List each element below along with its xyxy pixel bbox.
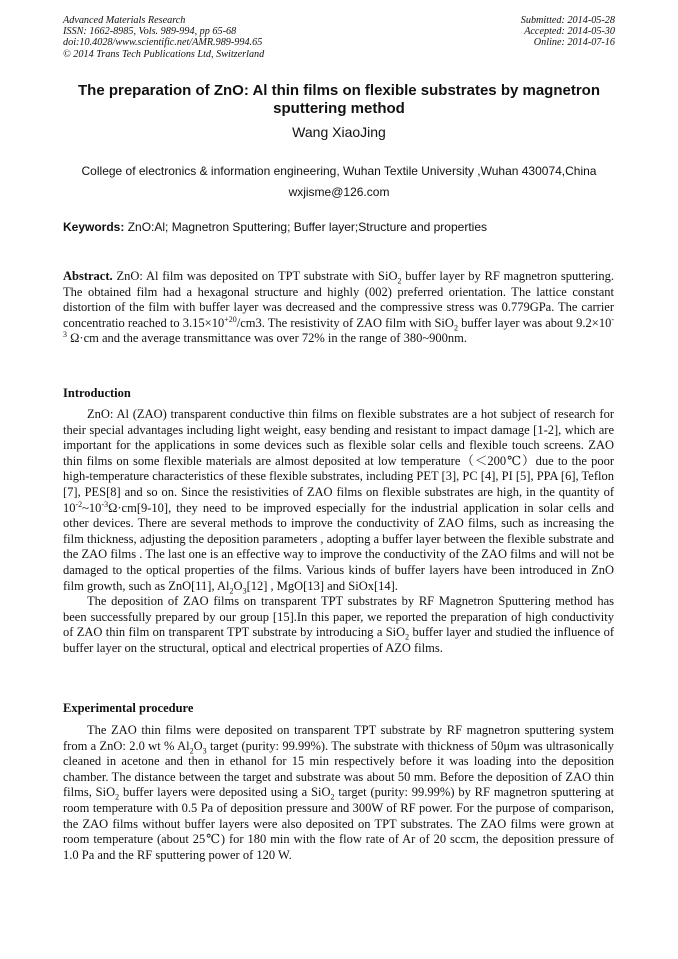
keywords-label: Keywords: [63, 220, 125, 234]
experimental-heading: Experimental procedure [63, 701, 194, 715]
introduction-paragraph [63, 594, 614, 656]
introduction-body [63, 407, 614, 657]
paragraph-text: O [233, 578, 243, 593]
abstract-text: buffer layer was about 9.2×10 [457, 315, 612, 330]
subscript: 2 [405, 632, 410, 642]
paragraph-text: ZnO: Al (ZAO) transparent conductive thin films on flexible substrates are a hot subject of research for their special advantages including light weight, easy bending and resistant to impact damage [1-2], which are important for the applications in some devices such as flexible solar cells and flexible touch screens. ZAO thin films on some flexible materials are almost deposited at low temperature（＜200℃）due to the poor high-temperature characteristics of these flexible substrates, including PET [3], PC [4], PI [5], PPA [6], Teflon [7], PES[8] and so on. Since the resistivities of ZAO films on flexible substrates are high, in the quantity of 10 [63, 407, 614, 515]
subscript: 2 [330, 792, 335, 802]
accepted-date: Accepted: 2014-05-30 [524, 26, 615, 38]
paragraph-text: buffer layers were deposited using a SiO [119, 785, 331, 800]
doi: doi:10.4028/www.scientific.net/AMR.989-994.65 [63, 37, 263, 49]
publication-dates [521, 15, 615, 49]
subscript: 2 [453, 323, 458, 333]
superscript: -3 [63, 314, 614, 340]
abstract-text: Ω·cm and the average transmittance was over 72% in the range of 380~900nm. [67, 331, 467, 346]
experimental-paragraph [63, 723, 614, 863]
superscript: -2 [75, 499, 83, 509]
subscript: 2 [229, 586, 234, 596]
abstract-text: buffer layer by RF magnetron sputtering. The obtained film had a hexagonal structure and highly (002) preferred orientation. The lattice constant distortion of the film with buffer layer was decreased and the compressive stress was 0.779GPa. The carrier concentratio reached to 3.15×10 [63, 269, 614, 330]
keywords [63, 220, 623, 234]
subscript: 3 [242, 586, 247, 596]
copyright: © 2014 Trans Tech Publications Ltd, Switzerland [63, 48, 265, 60]
abstract-label: Abstract. [63, 269, 113, 283]
author-email: wxjisme@126.com [288, 185, 390, 199]
paragraph-text: [12] , MgO[13] and SiOx[14]. [246, 578, 398, 593]
journal-name: Advanced Materials Research [63, 15, 186, 26]
online-date: Online: 2014-07-16 [533, 37, 615, 49]
subscript: 2 [397, 276, 402, 286]
author-name: Wang XiaoJing [292, 124, 386, 140]
introduction-paragraph [63, 407, 614, 594]
introduction-heading: Introduction [63, 386, 131, 400]
paragraph-text: The deposition of ZAO films on transparent TPT substrates by RF Magnetron Sputtering method has been successfully prepared by our group [15].In this paper, we reported the preparation of high conductivity of ZAO thin film on transparent TPT substrate by introducing a SiO [63, 594, 614, 640]
paragraph-text: Ω·cm[9-10], they need to be improved especially for the industrial application in solar cells and other devices. There are several methods to improve the conductivity of ZAO films, such as increasing the film thickness, adjusting the deposition parameters , adopting a buffer layer between the flexible substrate and the ZAO films . The last one is an effective way to improve the conductivity of the ZAO films and will not be damaged to the optical properties of the films. Various kinds of buffer layers have been introduced in ZnO film growth, such as ZnO[11], Al [63, 500, 614, 593]
superscript: +20 [224, 314, 237, 324]
abstract [63, 269, 614, 347]
submitted-date: Submitted: 2014-05-28 [520, 15, 615, 26]
subscript: 2 [189, 746, 194, 756]
subscript: 3 [202, 746, 207, 756]
abstract-text: ZnO: Al film was deposited on TPT substrate with SiO [112, 269, 398, 283]
paragraph-text: buffer layer and studied the influence of buffer layer on the structural, optical and electrical properties of AZO films. [63, 625, 614, 655]
paragraph-text: ~10 [82, 500, 102, 515]
subscript: 2 [115, 792, 120, 802]
paragraph-text: O [193, 738, 203, 753]
experimental-body [63, 723, 614, 863]
paragraph-text: target (purity: 99.99%). The substrate with thickness of 50μm was ultrasonically cleaned in acetone and then in ethanol for 15 min respectively before it was loading into the deposition chamber. The distance between the target and substrate was about 50 mm. Before the deposition of ZAO thin films, SiO [63, 738, 614, 800]
paper-title: The preparation of ZnO: Al thin films on flexible substrates by magnetron sputtering method [78, 82, 600, 117]
paragraph-text: target (purity: 99.99%) by RF magnetron sputtering at room temperature with 0.5 Pa of deposition pressure and 300W of RF power. For the purpose of comparison, the ZAO films without buffer layers were also deposited on TPT substrates. The ZAO films were grown at room temperature (about 25℃) for 180 min with the flow rate of Ar of 20 sccm, the deposition pressure of 1.0 Pa and the RF sputtering power of 120 W. [63, 785, 614, 862]
abstract-text: /cm3. The resistivity of ZAO film with SiO [236, 315, 454, 330]
keywords-text: ZnO:Al; Magnetron Sputtering; Buffer layer;Structure and properties [124, 220, 487, 234]
issn: ISSN: 1662-8985, Vols. 989-994, pp 65-68 [63, 26, 237, 38]
affiliation: College of electronics & information engineering, Wuhan Textile University ,Wuhan 430074,China [81, 164, 597, 178]
superscript: -3 [101, 499, 109, 509]
paragraph-text: The ZAO thin films were deposited on transparent TPT substrate by RF magnetron sputtering system from a ZnO: 2.0 wt % Al [63, 723, 614, 753]
journal-info [63, 15, 264, 60]
